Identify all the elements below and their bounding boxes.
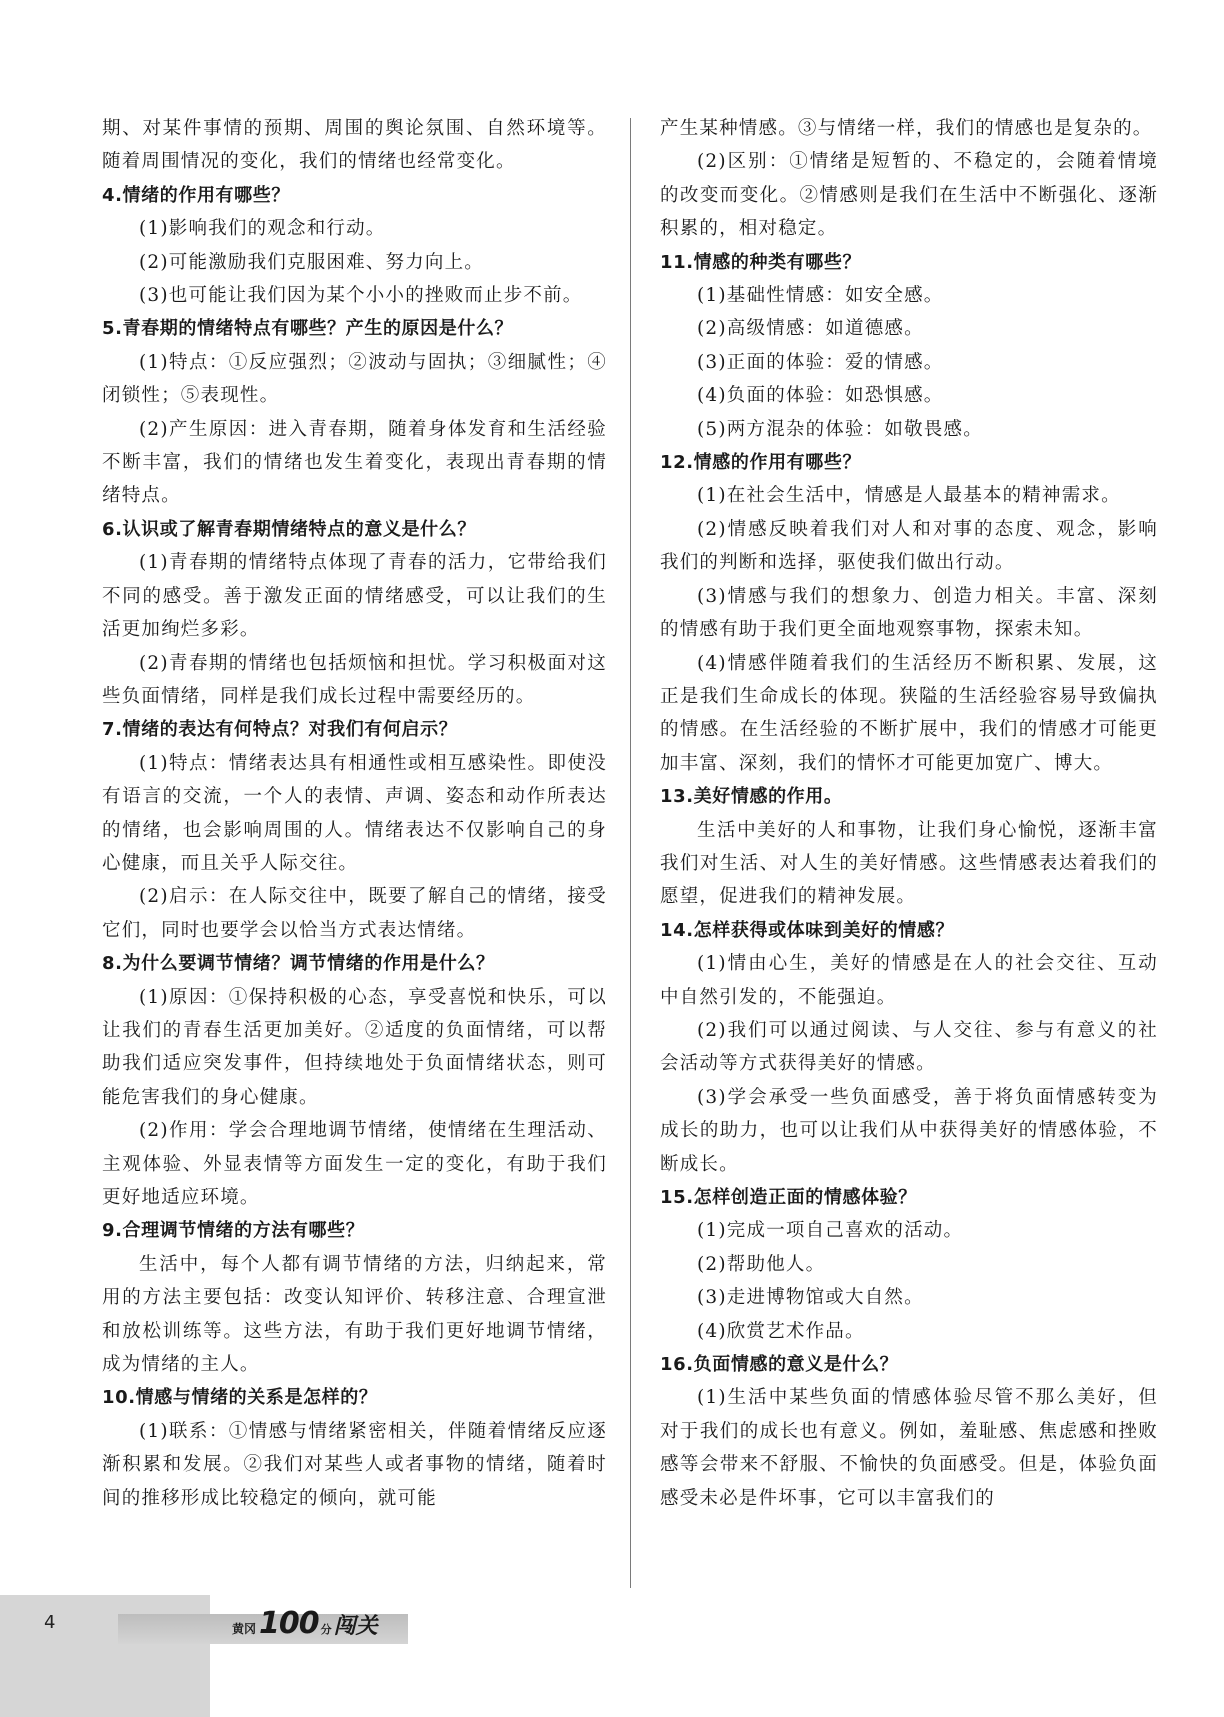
question-heading: 7.情绪的表达有何特点？对我们有何启示？	[102, 719, 458, 741]
question-heading: 12.情感的作用有哪些？	[660, 452, 862, 474]
paragraph: (2)高级情感：如道德感。	[697, 318, 924, 340]
logo-unit: 分	[320, 1623, 332, 1636]
paragraph: (2)可能激励我们克服困难、努力向上。	[139, 251, 485, 273]
question-heading: 14.怎样获得或体味到美好的情感？	[660, 919, 955, 941]
paragraph: (1)联系：①情感与情绪紧密相关，伴随着情绪反应逐渐积累和发展。②我们对某些人或者事物的情绪，随着时间的推移形成比较稳定的倾向，就可能	[102, 1420, 607, 1509]
question-heading: 9.合理调节情绪的方法有哪些？	[102, 1220, 365, 1242]
paragraph: 生活中美好的人和事物，让我们身心愉悦，逐渐丰富我们对生活、对人生的美好情感。这些情感表达着我们的愿望，促进我们的精神发展。	[660, 819, 1158, 908]
question-heading: 15.怎样创造正面的情感体验？	[660, 1187, 917, 1208]
question-heading: 10.情感与情绪的关系是怎样的？	[102, 1387, 378, 1409]
paragraph: (2)作用：学会合理地调节情绪，使情绪在生理活动、主观体验、外显表情等方面发生一定的变化，有助于我们更好地适应环境。	[102, 1120, 607, 1208]
paragraph: (1)青春期的情绪特点体现了青春的活力，它带给我们不同的感受。善于激发正面的情绪感受，可以让我们的生活更加绚烂多彩。	[102, 552, 607, 641]
paragraph: 期、对某件事情的预期、周围的舆论氛围、自然环境等。随着周围情况的变化，我们的情绪也经常变化。	[102, 118, 607, 173]
left-column	[102, 112, 607, 1515]
paragraph: (1)原因：①保持积极的心态，享受喜悦和快乐，可以让我们的青春生活更加美好。②适度的负面情绪，可以帮助我们适应突发事件，但持续地处于负面情绪状态，则可能危害我们的身心健康。	[102, 986, 607, 1108]
question-heading: 11.情感的种类有哪些？	[660, 251, 862, 273]
paragraph: (4)负面的体验：如恐惧感。	[697, 385, 944, 407]
paragraph: (2)启示：在人际交往中，既要了解自己的情绪，接受它们，同时也要学会以恰当方式表达情绪。	[102, 886, 607, 941]
paragraph: (1)完成一项自己喜欢的活动。	[697, 1220, 964, 1242]
question-heading: 13.美好情感的作用。	[660, 786, 843, 808]
paragraph: (2)帮助他人。	[697, 1253, 826, 1275]
paragraph: (5)两方混杂的体验：如敬畏感。	[697, 418, 983, 440]
paragraph: (2)我们可以通过阅读、与人交往、参与有意义的社会活动等方式获得美好的情感。	[660, 1019, 1158, 1075]
paragraph: (2)青春期的情绪也包括烦恼和担忧。学习积极面对这些负面情绪，同样是我们成长过程中需要经历的。	[102, 652, 607, 707]
logo-name: 闯关	[333, 1614, 378, 1639]
question-heading: 6.认识或了解青春期情绪特点的意义是什么？	[102, 518, 476, 540]
logo-number: 100	[259, 1606, 319, 1641]
paragraph: (3)情感与我们的想象力、创造力相关。丰富、深刻的情感有助于我们更全面地观察事物，探索未知。	[660, 585, 1158, 641]
brand-logo	[232, 1606, 378, 1646]
paragraph: (1)特点：情绪表达具有相通性或相互感染性。即使没有语言的交流，一个人的表情、声调、姿态和动作所表达的情绪，也会影响周围的人。情绪表达不仅影响自己的身心健康，而且关乎人际交往。	[102, 752, 607, 874]
paragraph: 产生某种情感。③与情绪一样，我们的情感也是复杂的。	[660, 118, 1153, 139]
paragraph: (4)欣赏艺术作品。	[697, 1320, 865, 1342]
logo-small-text: 黄冈	[232, 1622, 257, 1636]
question-heading: 8.为什么要调节情绪？调节情绪的作用是什么？	[102, 953, 495, 975]
column-divider	[630, 118, 631, 1588]
paragraph: (1)情由心生，美好的情感是在人的社会交往、互动中自然引发的，不能强迫。	[660, 953, 1158, 1008]
paragraph: (1)影响我们的观念和行动。	[139, 218, 386, 240]
paragraph: (2)区别：①情绪是短暂的、不稳定的，会随着情境的改变而变化。②情感则是我们在生活中不断强化、逐渐积累的，相对稳定。	[660, 151, 1158, 240]
paragraph: (1)基础性情感：如安全感。	[697, 285, 944, 307]
right-column	[660, 112, 1158, 1515]
question-heading: 5.青春期的情绪特点有哪些？产生的原因是什么？	[102, 318, 514, 340]
paragraph: (1)在社会生活中，情感是人最基本的精神需求。	[697, 485, 1121, 507]
paragraph: (3)走进博物馆或大自然。	[697, 1287, 924, 1309]
paragraph: (1)生活中某些负面的情感体验尽管不那么美好，但对于我们的成长也有意义。例如，羞耻感、焦虑感和挫败感等会带来不舒服、不愉快的负面感受。但是，体验负面感受未必是件坏事，它可以丰富我们的	[660, 1387, 1158, 1509]
paragraph: (1)特点：①反应强烈；②波动与固执；③细腻性；④闭锁性；⑤表现性。	[102, 351, 607, 407]
paragraph: (3)也可能让我们因为某个小小的挫败而止步不前。	[139, 285, 583, 307]
paragraph: (2)产生原因：进入青春期，随着身体发育和生活经验不断丰富，我们的情绪也发生着变化，表现出青春期的情绪特点。	[102, 418, 607, 507]
question-heading: 16.负面情感的意义是什么？	[660, 1354, 899, 1376]
paragraph: (4)情感伴随着我们的生活经历不断积累、发展，这正是我们生命成长的体现。狭隘的生活经验容易导致偏执的情感。在生活经验的不断扩展中，我们的情感才可能更加丰富、深刻，我们的情怀才可能更加宽广、博大。	[660, 652, 1158, 774]
question-heading: 4.情绪的作用有哪些？	[102, 184, 290, 206]
paragraph: (3)学会承受一些负面感受，善于将负面情感转变为成长的助力，也可以让我们从中获得美好的情感体验，不断成长。	[660, 1086, 1158, 1175]
paragraph: (2)情感反映着我们对人和对事的态度、观念，影响我们的判断和选择，驱使我们做出行动。	[660, 518, 1158, 574]
paragraph: (3)正面的体验：爱的情感。	[697, 351, 944, 373]
page-number: 4	[44, 1612, 56, 1633]
paragraph: 生活中，每个人都有调节情绪的方法，归纳起来，常用的方法主要包括：改变认知评价、转移注意、合理宣泄和放松训练等。这些方法，有助于我们更好地调节情绪，成为情绪的主人。	[102, 1253, 607, 1376]
